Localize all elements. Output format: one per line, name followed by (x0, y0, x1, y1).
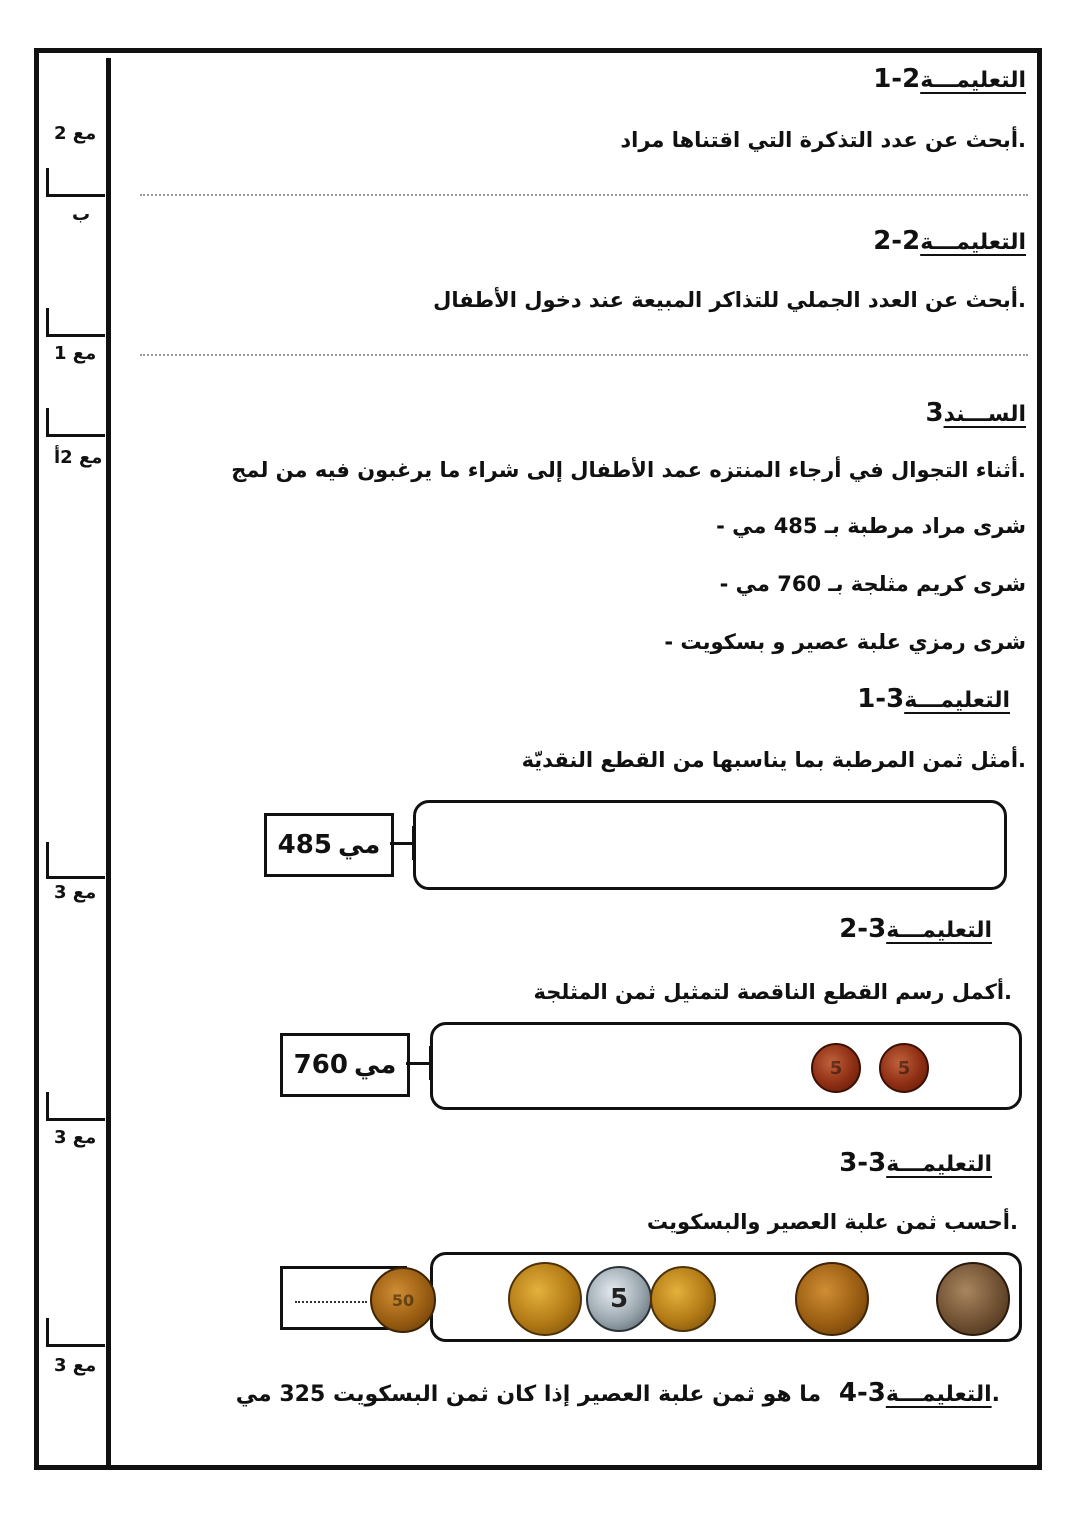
coin-drawing-box[interactable] (430, 1022, 1022, 1110)
coin-drawing-box[interactable] (413, 800, 1007, 890)
criterion-label: مع 2 (54, 123, 97, 144)
task-heading-number: 3-1 (857, 684, 905, 714)
coin-5-millimes: 5 (811, 1043, 861, 1093)
score-bracket (46, 842, 105, 879)
document-3-heading (925, 398, 1026, 428)
coin-old-dark (936, 1262, 1010, 1336)
task-heading-label: التعليمـــة (886, 1152, 992, 1177)
coin-gold (508, 1262, 582, 1336)
dotted-separator (140, 354, 1028, 356)
dotted-separator (140, 194, 1028, 196)
document-3-item: شرى كريم مثلجة بـ 760 مي - (719, 572, 1026, 596)
task-heading-number: 3-3 (839, 1148, 887, 1178)
score-bracket (46, 308, 105, 337)
answer-dotted-line[interactable] (295, 1301, 367, 1303)
connector-line (412, 826, 415, 860)
document-3-item: شرى رمزي علبة عصير و بسكويت - (664, 630, 1026, 654)
price-box-760 (280, 1033, 410, 1097)
criterion-label: مع 3 (54, 1355, 97, 1376)
task-heading-label: التعليمـــة (920, 68, 1026, 93)
task-3-1-heading (857, 684, 1010, 714)
coin-50-millimes: 50 (370, 1267, 436, 1333)
criterion-label: مع 2أ (54, 447, 103, 468)
connector-line (429, 1046, 432, 1080)
task-heading-label: التعليمـــة (886, 918, 992, 943)
task-heading-number: 3-4 (838, 1378, 886, 1408)
document-3-item: شرى مراد مرطبة بـ 485 مي - (716, 514, 1026, 538)
price-value: 485 (277, 830, 332, 860)
criterion-label: مع 3 (54, 1127, 97, 1148)
task-3-2-text: .أكمل رسم القطع الناقصة لتمثيل ثمن المثلجة (533, 980, 1012, 1004)
coin-5-millimes: 5 (879, 1043, 929, 1093)
score-bracket (46, 408, 105, 437)
price-value: 760 (293, 1050, 348, 1080)
task-2-1-text: .أبحث عن عدد التذكرة التي اقتناها مراد (620, 128, 1026, 152)
score-bracket (46, 168, 105, 197)
task-3-4-line (236, 1378, 1000, 1408)
document-3-intro: .أثناء التجوال في أرجاء المنتزه عمد الأطفال إلى شراء ما يرغبون فيه من لمج (231, 458, 1026, 482)
margin-rule (106, 58, 111, 1466)
score-bracket (46, 1092, 105, 1121)
score-bracket (46, 1318, 105, 1347)
criterion-label: مع 3 (54, 882, 97, 903)
task-heading-label: التعليمـــة (920, 230, 1026, 255)
task-heading-label: التعليمـــة (885, 1382, 992, 1407)
task-2-2-text: .أبحث عن العدد الجملي للتذاكر المبيعة عند دخول الأطفال (433, 288, 1026, 312)
document-heading-label: الســـند (943, 402, 1026, 427)
coin-gold (650, 1266, 716, 1332)
price-unit: مي (337, 830, 381, 860)
task-heading-number: 2-2 (873, 226, 921, 256)
task-heading-end-mark: . (991, 1382, 1000, 1407)
criterion-label: مع 1 (54, 343, 97, 364)
document-heading-number: 3 (925, 398, 944, 428)
task-3-3-heading (839, 1148, 992, 1178)
coin-bronze (795, 1262, 869, 1336)
task-3-2-heading (839, 914, 992, 944)
task-heading-number: 3-2 (839, 914, 887, 944)
task-2-2-heading (873, 226, 1026, 256)
task-2-1-heading (873, 64, 1026, 94)
task-heading-label: التعليمـــة (904, 688, 1010, 713)
task-3-3-text: .أحسب ثمن علبة العصير والبسكويت (646, 1210, 1018, 1234)
price-box-485 (264, 813, 394, 877)
task-heading-number: 2-1 (873, 64, 921, 94)
task-3-4-text: ما هو ثمن علبة العصير إذا كان ثمن البسكويت 325 مي (235, 1382, 822, 1407)
criterion-label: ب (72, 204, 91, 225)
price-unit: مي (353, 1050, 397, 1080)
coin-5-silver: 5 (586, 1266, 652, 1332)
task-3-1-text: .أمثل ثمن المرطبة بما يناسبها من القطع النقديّة (521, 748, 1026, 772)
